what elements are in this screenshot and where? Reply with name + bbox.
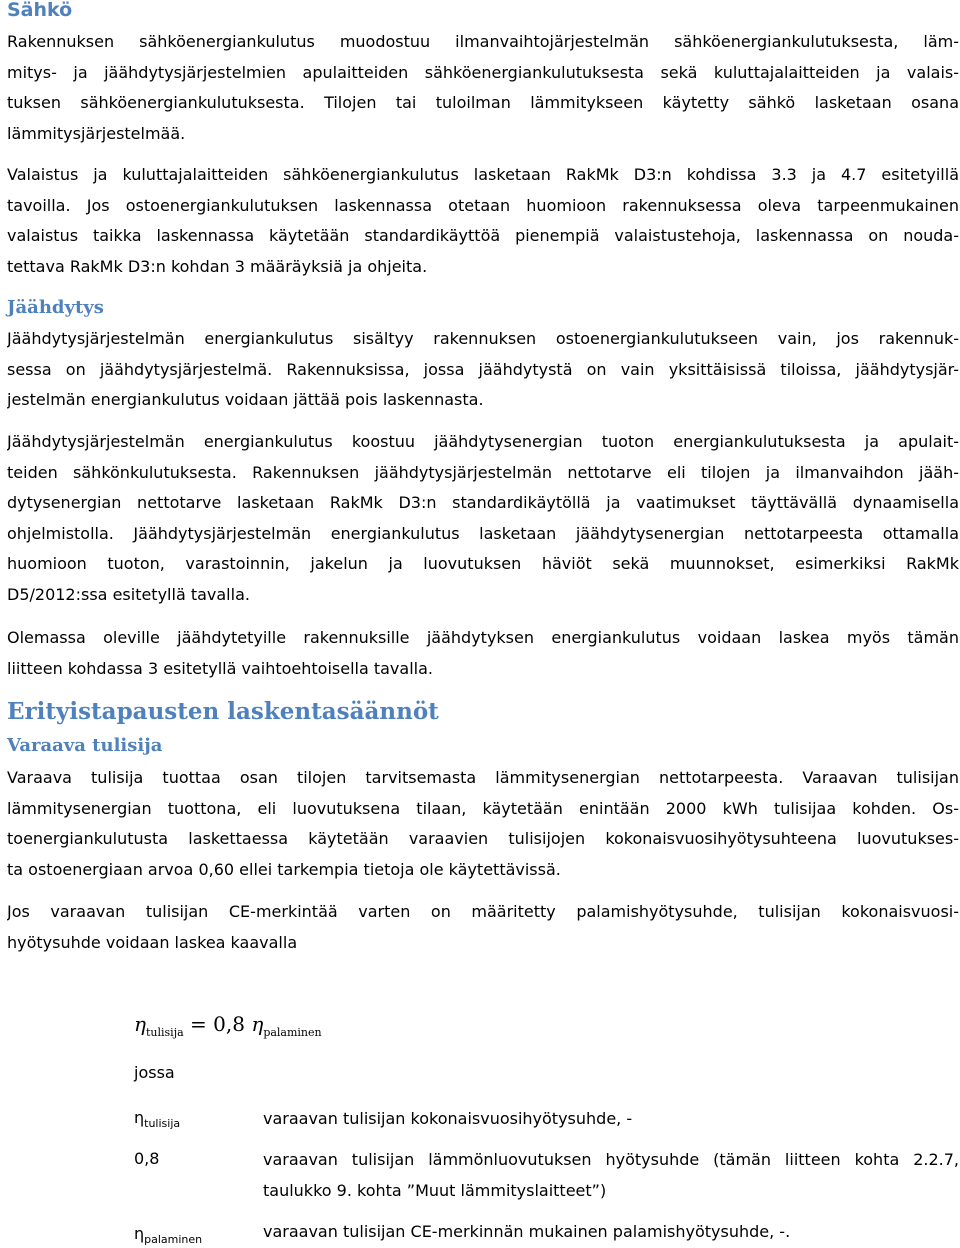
paragraph-jaahdytys-2 bbox=[7, 427, 959, 610]
text-line: lämmitysenergian tuottona, eli luovutuksena tilaan, käytetään enintään 2000 kWh tulisijaa kohden. Os- bbox=[7, 798, 959, 818]
paragraph-tulisija-2 bbox=[7, 897, 959, 958]
text-line: tuksen sähköenergiankulutuksesta. Tilojen tai tuloilman lämmitykseen käytetty sähkö lasketaan osana bbox=[7, 93, 959, 112]
definition-symbol-palaminen bbox=[134, 1224, 202, 1246]
symbol-subscript: tulisija bbox=[144, 1117, 181, 1131]
jossa-label: jossa bbox=[134, 1063, 175, 1082]
definition-text-tulisija: varaavan tulisijan kokonaisvuosihyötysuhde, - bbox=[263, 1109, 633, 1128]
definition-text-palaminen: varaavan tulisijan CE-merkinnän mukainen palamishyötysuhde, -. bbox=[263, 1222, 791, 1241]
paragraph-sahko-1 bbox=[7, 27, 959, 149]
formula-lhs-subscript: tulisija bbox=[145, 1026, 184, 1039]
text-line: lämmitysjärjestelmää. bbox=[7, 123, 186, 143]
text-line: Jäähdytysjärjestelmän energiankulutus sisältyy rakennuksen ostoenergiankulutukseen vain, jos rakennuk- bbox=[7, 329, 959, 348]
heading-jaahdytys: Jäähdytys bbox=[7, 297, 104, 318]
efficiency-formula bbox=[134, 1012, 322, 1039]
heading-erityistapaukset: Erityistapausten laskentasäännöt bbox=[7, 698, 439, 725]
text-line: dytysenergian nettotarve lasketaan RakMk D3:n standardikäytöllä ja vaatimukset täyttävällä dynaamisella bbox=[7, 493, 959, 512]
text-line: Olemassa oleville jäähdytetyille rakennuksille jäähdytyksen energiankulutus voidaan laskea myös tämän bbox=[7, 628, 959, 647]
heading-varaava-tulisija: Varaava tulisija bbox=[7, 735, 163, 756]
text-line: sessa on jäähdytysjärjestelmä. Rakennuksissa, jossa jäähdytystä on vain yksittäisissä tiloissa, jäähdytysjär- bbox=[7, 359, 959, 379]
text-line: D5/2012:ssa esitetyllä tavalla. bbox=[7, 584, 250, 604]
coefficient-symbol: 0,8 bbox=[134, 1149, 160, 1168]
definition-text-coefficient: varaavan tulisijan lämmönluovutuksen hyötysuhde (tämän liitteen kohta 2.2.7, taulukko 9. kohta ”Muut lämmityslaitteet”) bbox=[263, 1150, 959, 1200]
text-line: Rakennuksen sähköenergiankulutus muodostuu ilmanvaihtojärjestelmän sähköenergiankulutuksesta, läm- bbox=[7, 32, 959, 51]
text-line: tavoilla. Jos ostoenergiankulutuksen laskennassa otetaan huomioon rakennuksessa oleva tarpeenmukainen bbox=[7, 195, 959, 215]
text-line: liitteen kohdassa 3 esitetyllä vaihtoehtoisella tavalla. bbox=[7, 658, 433, 678]
paragraph-tulisija-1 bbox=[7, 763, 959, 885]
text-line: ohjelmistolla. Jäähdytysjärjestelmän energiankulutus lasketaan jäähdytysenergian nettotarpeesta ottamalla bbox=[7, 523, 959, 543]
formula-coefficient: 0,8 bbox=[213, 1012, 245, 1036]
formula-equals: = bbox=[190, 1012, 207, 1036]
paragraph-jaahdytys-1 bbox=[7, 324, 959, 416]
definition-symbol-coefficient bbox=[134, 1149, 159, 1168]
text-line: Jäähdytysjärjestelmän energiankulutus koostuu jäähdytysenergian tuoton energiankulutuksesta ja apulait- bbox=[7, 432, 959, 451]
text-line: toenergiankulutusta laskettaessa käytetään varaavien tulisijojen kokonaisvuosihyötysuhteena luovutukses- bbox=[7, 829, 959, 848]
paragraph-jaahdytys-3 bbox=[7, 623, 959, 684]
formula-eta-symbol-rhs: η bbox=[251, 1012, 264, 1036]
formula-rhs-subscript: palaminen bbox=[263, 1026, 322, 1039]
text-line: tettava RakMk D3:n kohdan 3 määräyksiä ja ohjeita. bbox=[7, 256, 428, 276]
text-line: teiden sähkönkulutuksesta. Rakennuksen jäähdytysjärjestelmän nettotarve eli tilojen ja ilmanvaihdon jääh- bbox=[7, 462, 959, 482]
definition-symbol-tulisija bbox=[134, 1108, 180, 1130]
text-line: Valaistus ja kuluttajalaitteiden sähköenergiankulutus lasketaan RakMk D3:n kohdissa 3.3 ja 4.7 esitetyillä bbox=[7, 165, 959, 184]
formula-eta-symbol: η bbox=[134, 1012, 146, 1036]
text-line: jestelmän energiankulutus voidaan jättää pois laskennasta. bbox=[7, 390, 484, 409]
text-line: valaistus taikka laskennassa käytetään standardikäyttöä pienempiä valaistustehoja, laskennassa on nouda- bbox=[7, 226, 959, 245]
heading-sahko: Sähkö bbox=[7, 0, 73, 21]
eta-symbol: η bbox=[134, 1224, 145, 1243]
text-line: Jos varaavan tulisijan CE-merkintää varten on määritetty palamishyötysuhde, tulisijan kokonaisvuosi- bbox=[7, 902, 959, 921]
symbol-subscript: palaminen bbox=[144, 1233, 203, 1247]
eta-symbol: η bbox=[134, 1108, 145, 1127]
paragraph-sahko-2 bbox=[7, 160, 959, 282]
text-line: hyötysuhde voidaan laskea kaavalla bbox=[7, 932, 298, 952]
text-line: ta ostoenergiaan arvoa 0,60 ellei tarkempia tietoja ole käytettävissä. bbox=[7, 859, 561, 879]
text-line: huomioon tuoton, varastoinnin, jakelun ja luovutuksen häviöt sekä muunnokset, esimerkiksi RakMk bbox=[7, 554, 959, 573]
text-line: Varaava tulisija tuottaa osan tilojen tarvitsemasta lämmitysenergian nettotarpeesta. Varaavan tulisijan bbox=[7, 768, 959, 787]
text-line: mitys- ja jäähdytysjärjestelmien apulaitteiden sähköenergiankulutuksesta sekä kuluttajalaitteiden ja valais- bbox=[7, 62, 959, 82]
